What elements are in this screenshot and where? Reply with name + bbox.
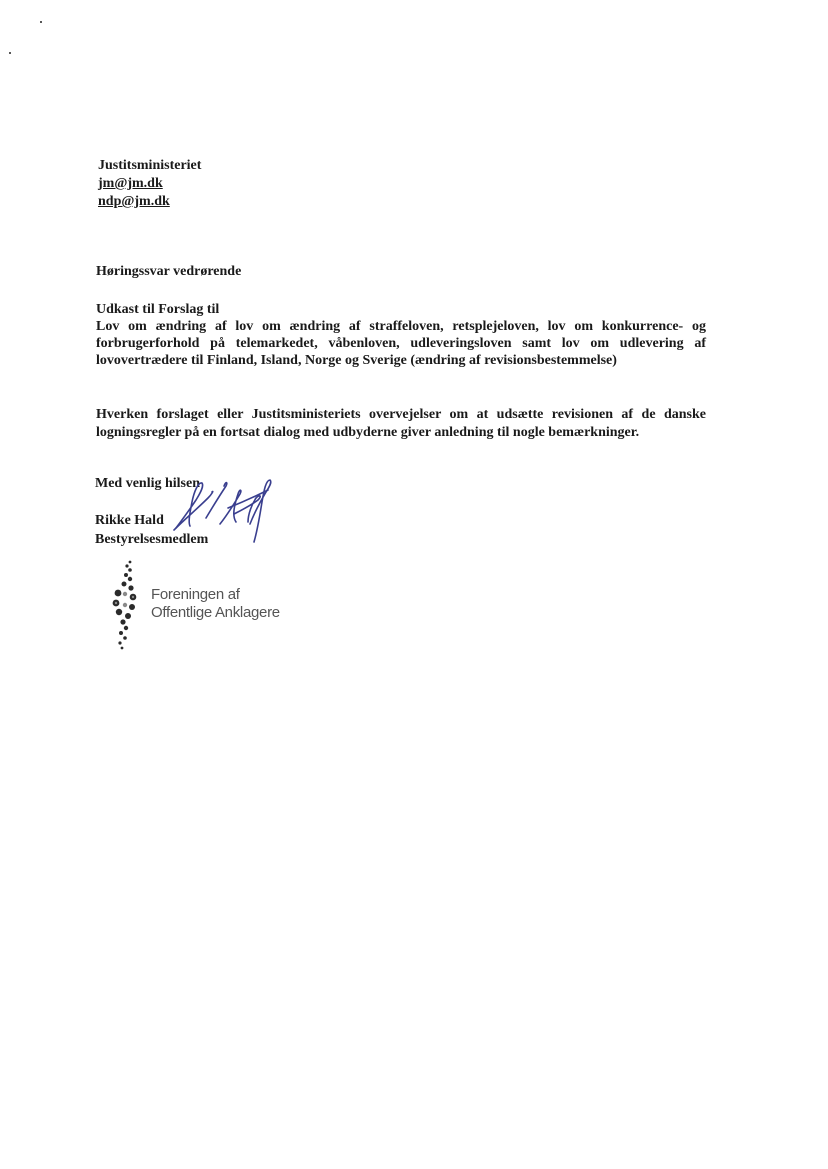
recipient-block xyxy=(98,157,201,211)
subject-text: Lov om ændring af lov om ændring af straffeloven, retsplejeloven, lov om konkurrence- og forbrugerforhold på telemarkedet, våbenloven, udleveringsloven samt lov om udlevering af lovovertrædere til Finland, Island, Norge og Sverige (ændring af revisionsbestemmelse) xyxy=(96,319,706,368)
subject-intro: Udkast til Forslag til xyxy=(96,302,220,317)
scan-speck xyxy=(40,21,42,23)
signature-stroke xyxy=(176,483,203,528)
logo-line-1: Foreningen af xyxy=(151,586,240,603)
logo-line-2: Offentlige Anklagere xyxy=(151,604,280,621)
consultation-heading: Høringssvar vedrørende xyxy=(96,264,242,279)
signer-name: Rikke Hald xyxy=(95,513,164,528)
recipient-email-link-secondary[interactable]: ndp@jm.dk xyxy=(98,194,170,209)
recipient-email-link[interactable]: jm@jm.dk xyxy=(98,176,163,191)
signer-title: Bestyrelsesmedlem xyxy=(95,532,209,547)
handwritten-signature xyxy=(168,468,283,548)
recipient-name: Justitsministeriet xyxy=(98,158,202,173)
scan-speck xyxy=(9,52,11,54)
signature-stroke xyxy=(206,483,227,518)
subject-block xyxy=(96,301,706,369)
association-logo-text xyxy=(151,586,280,622)
closing-greeting: Med venlig hilsen xyxy=(95,476,201,491)
body-paragraph: Hverken forslaget eller Justitsministeriets overvejelser om at udsætte revisionen af de danske logningsregler på en fortsat dialog med udbyderne giver anledning til nogle bemærkninger. xyxy=(96,407,706,440)
association-logo-mark xyxy=(108,558,148,656)
